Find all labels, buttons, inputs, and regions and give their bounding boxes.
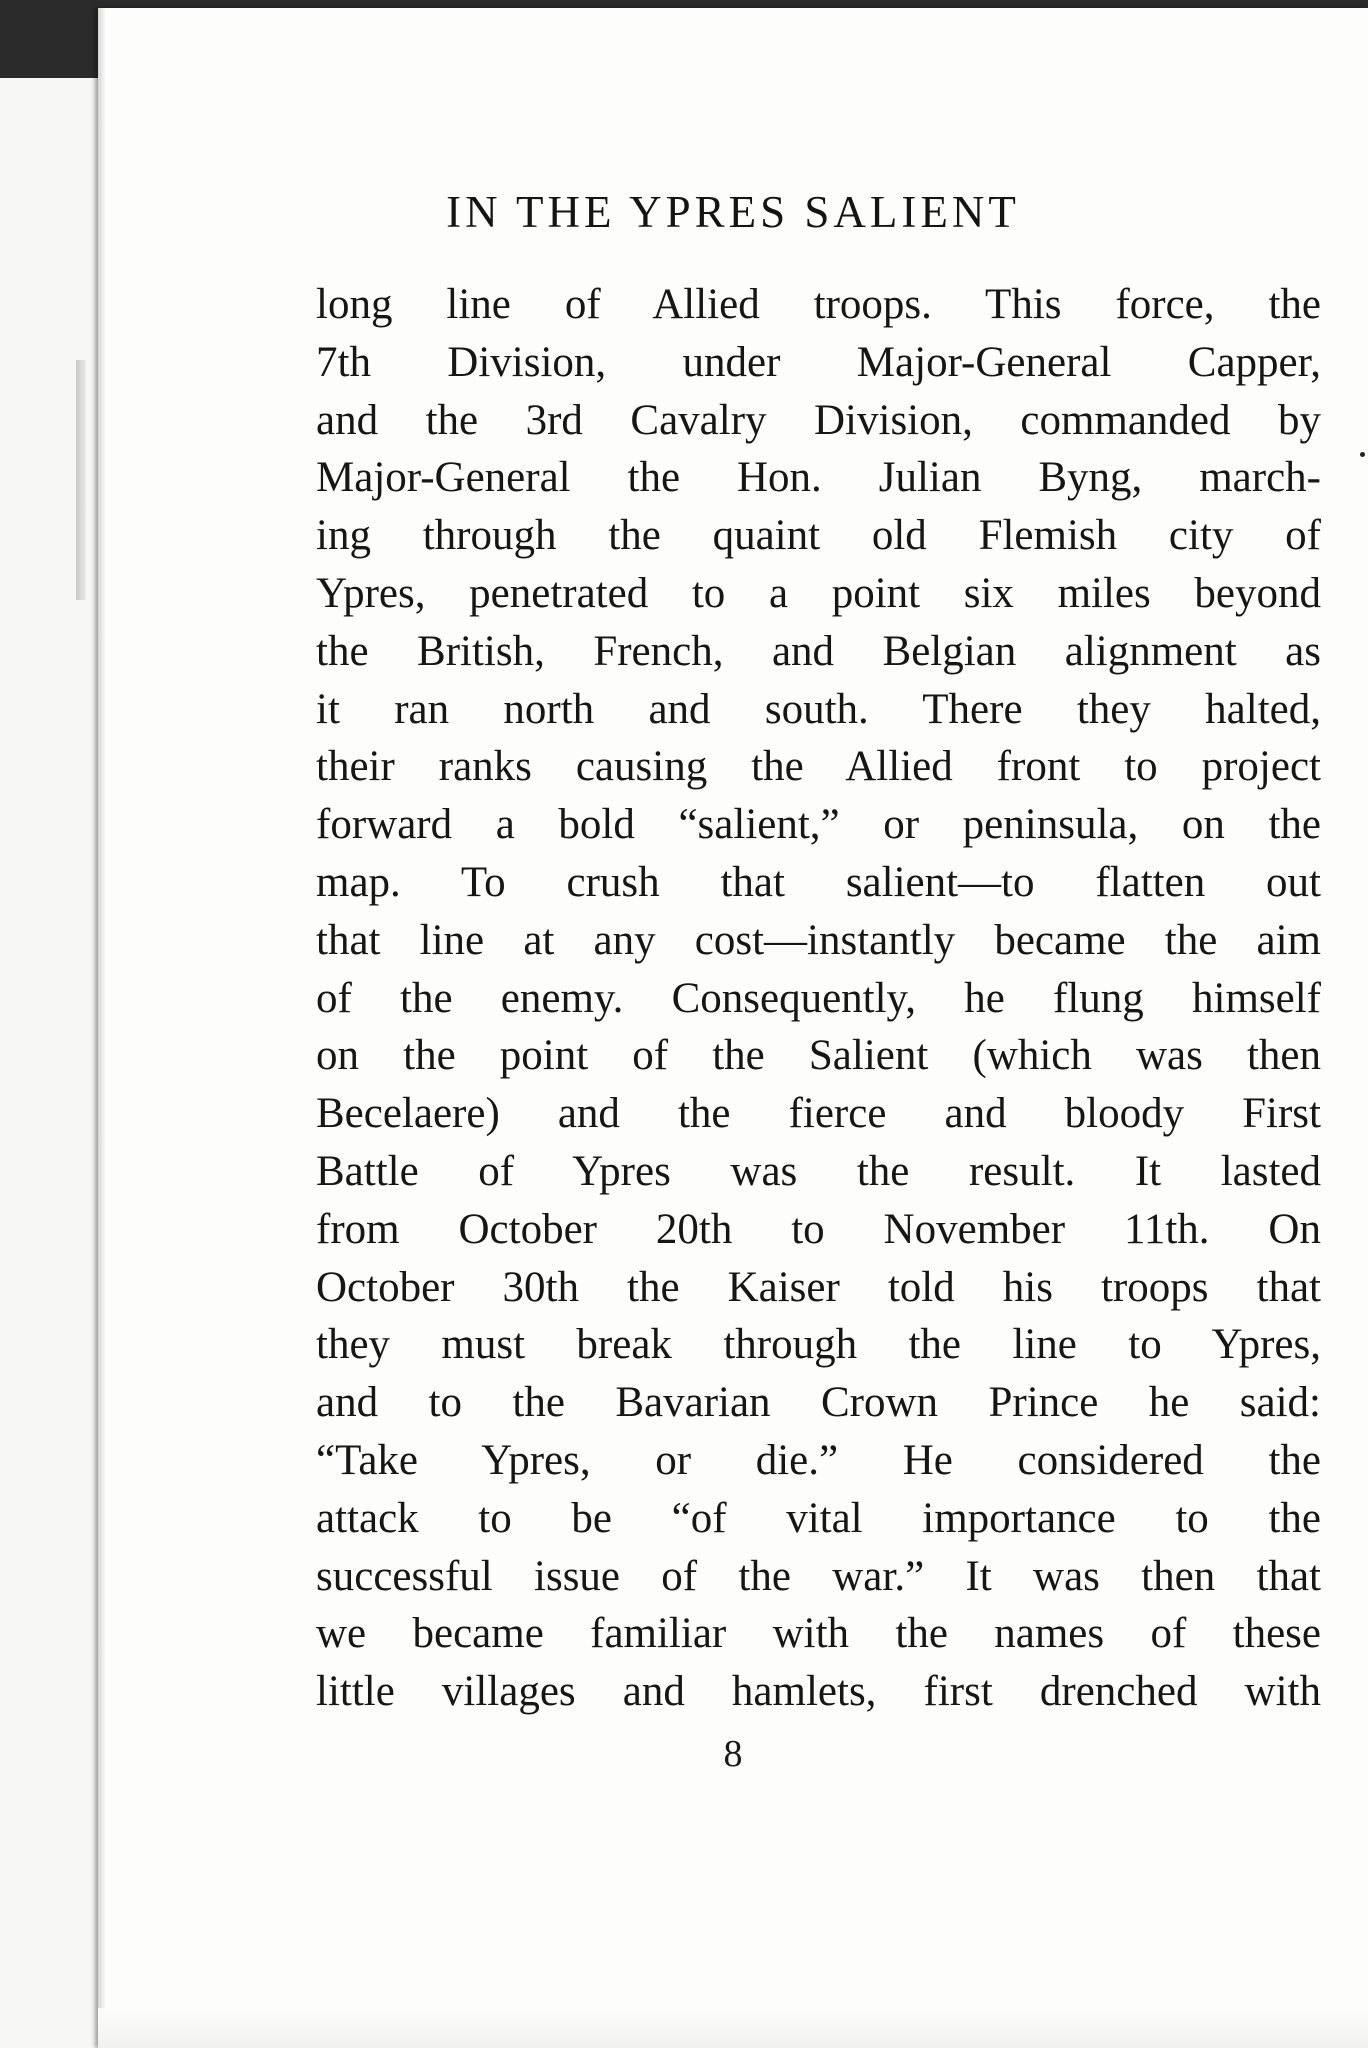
text-line: Battle of Ypres was the result. It lasted xyxy=(316,1147,1321,1195)
text-line: “Take Ypres, or die.” He considered the xyxy=(316,1436,1321,1484)
text-line: Major-General the Hon. Julian Byng, march- xyxy=(316,454,1321,502)
text-line: 7th Division, under Major-General Capper, xyxy=(316,338,1321,386)
page-number: 8 xyxy=(723,1733,743,1775)
book-page xyxy=(98,8,1368,2048)
body-text xyxy=(316,276,1321,1721)
text-line: ing through the quaint old Flemish city of xyxy=(316,512,1321,560)
text-line: Becelaere) and the fierce and bloody First xyxy=(316,1090,1321,1138)
text-line: their ranks causing the Allied front to project xyxy=(316,743,1321,791)
binding-shadow xyxy=(76,360,86,600)
text-line: forward a bold “salient,” or peninsula, on the xyxy=(316,801,1321,849)
text-line: the British, French, and Belgian alignment as xyxy=(316,627,1321,675)
text-line: on the point of the Salient (which was then xyxy=(316,1032,1321,1080)
previous-page-edge xyxy=(0,78,110,2048)
text-line: and the 3rd Cavalry Division, commanded by xyxy=(316,396,1321,444)
page-bottom-edge xyxy=(98,2008,1368,2048)
text-line: they must break through the line to Ypres, xyxy=(316,1321,1321,1369)
text-line: that line at any cost—instantly became the aim xyxy=(316,916,1321,964)
text-line: and to the Bavarian Crown Prince he said: xyxy=(316,1379,1321,1427)
text-line: long line of Allied troops. This force, the xyxy=(316,281,1321,328)
text-line: we became familiar with the names of these xyxy=(316,1610,1321,1658)
text-line: it ran north and south. There they halted, xyxy=(316,685,1321,733)
text-line: little villages and hamlets, first drenched with xyxy=(316,1668,1321,1716)
text-line: Ypres, penetrated to a point six miles beyond xyxy=(316,569,1321,617)
text-line: successful issue of the war.” It was then that xyxy=(316,1552,1321,1600)
running-head: IN THE YPRES SALIENT xyxy=(446,187,1020,237)
text-line: map. To crush that salient—to flatten out xyxy=(316,858,1321,906)
text-line: from October 20th to November 11th. On xyxy=(316,1205,1321,1253)
text-line: of the enemy. Consequently, he flung himself xyxy=(316,974,1321,1022)
text-line: October 30th the Kaiser told his troops that xyxy=(316,1263,1321,1311)
scan-speck xyxy=(1360,452,1365,457)
text-line: attack to be “of vital importance to the xyxy=(316,1494,1321,1542)
